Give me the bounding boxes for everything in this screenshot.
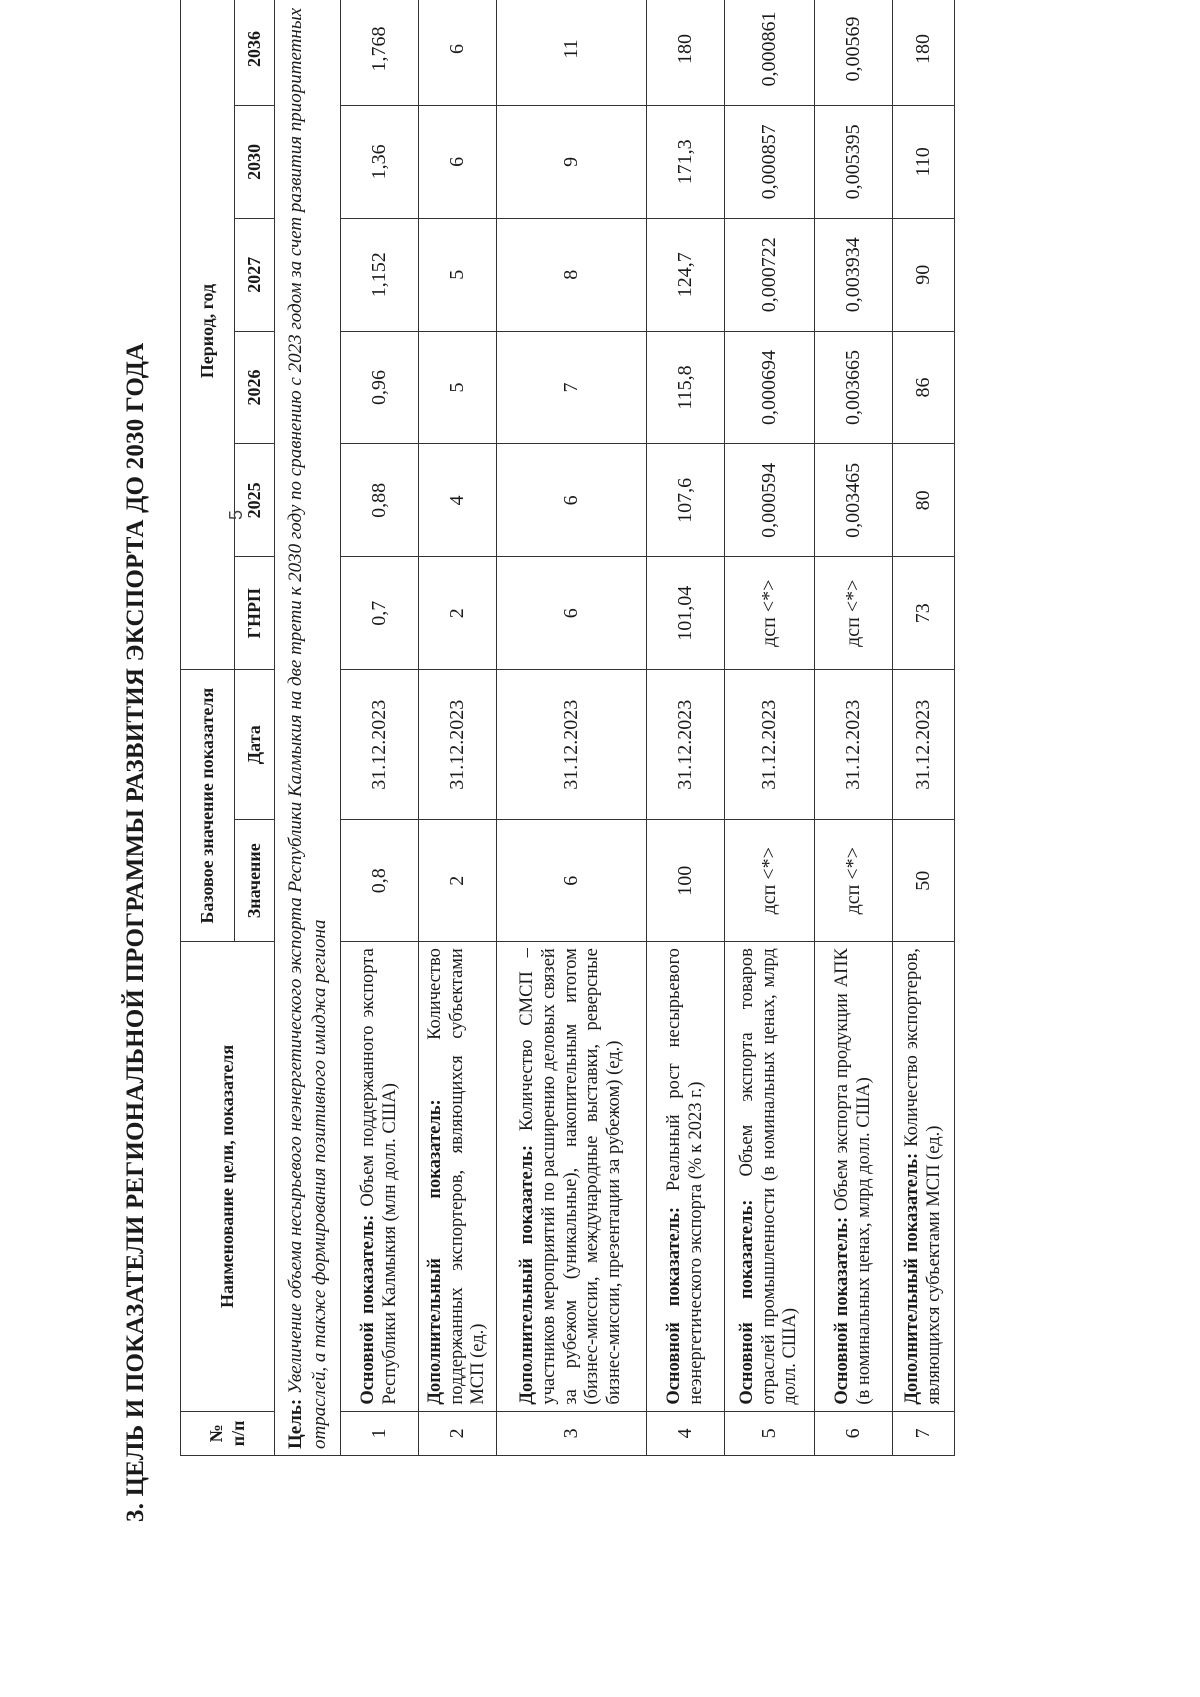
period-value: 4 xyxy=(419,444,497,557)
row-number: 7 xyxy=(893,1411,955,1455)
period-value: 101,04 xyxy=(647,557,725,670)
period-value: 124,7 xyxy=(647,218,725,331)
period-value: 6 xyxy=(497,444,647,557)
period-value: 80 xyxy=(893,444,955,557)
period-value: 0,88 xyxy=(341,444,419,557)
base-value: 6 xyxy=(497,820,647,942)
indicator-type: Основной показатель: xyxy=(357,1214,378,1405)
row-number: 5 xyxy=(725,1411,815,1455)
base-date: 31.12.2023 xyxy=(341,670,419,820)
period-value: 11 xyxy=(497,0,647,105)
header-year: 2036 xyxy=(235,0,275,105)
period-value: 6 xyxy=(419,0,497,105)
indicator-text: Реальный рост несырьевого неэнергетического экспорта (% к 2023 г.) xyxy=(663,948,706,1405)
indicator-text: Объем экспорта товаров отраслей промышленности (в номинальных ценах, млрд долл. США) xyxy=(736,948,801,1405)
period-value: 0,000857 xyxy=(725,105,815,218)
period-value: 0,000722 xyxy=(725,218,815,331)
period-value: 1,152 xyxy=(341,218,419,331)
period-value: 9 xyxy=(497,105,647,218)
table-row xyxy=(497,0,647,1456)
indicator-type: Дополнительный показатель: xyxy=(901,1152,922,1405)
indicator-type: Дополнительный показатель: xyxy=(424,1099,445,1405)
period-value: 86 xyxy=(893,331,955,444)
header-num: № п/п xyxy=(181,1411,275,1455)
indicator-name xyxy=(647,942,725,1412)
table-row xyxy=(815,0,893,1456)
period-value: 73 xyxy=(893,557,955,670)
period-value: 0,000694 xyxy=(725,331,815,444)
period-value: 180 xyxy=(647,0,725,105)
header-name: Наименование цели, показателя xyxy=(181,942,275,1412)
indicator-name xyxy=(341,942,419,1412)
period-value: 110 xyxy=(893,105,955,218)
goal-label: Цель: xyxy=(285,1398,307,1449)
indicator-text: Количество экспортеров, являющихся субъектами МСП (ед.) xyxy=(901,948,944,1405)
document-title: 3. ЦЕЛЬ И ПОКАЗАТЕЛИ РЕГИОНАЛЬНОЙ ПРОГРАММЫ РАЗВИТИЯ ЭКСПОРТА ДО 2030 ГОДА xyxy=(122,342,149,1522)
base-date: 31.12.2023 xyxy=(497,670,647,820)
period-value: 0,000594 xyxy=(725,444,815,557)
period-value: 90 xyxy=(893,218,955,331)
indicator-text: Объем экспорта продукции АПК (в номинальных ценах, млрд долл. США) xyxy=(831,948,874,1405)
period-value: 180 xyxy=(893,0,955,105)
period-value: 6 xyxy=(419,105,497,218)
row-number: 3 xyxy=(497,1411,647,1455)
page-number: 5 xyxy=(226,509,246,520)
period-value: 7 xyxy=(497,331,647,444)
indicator-type: Основной показатель: xyxy=(736,1199,757,1405)
header-base-date: Дата xyxy=(235,670,275,820)
header-year: 2027 xyxy=(235,218,275,331)
period-value: 5 xyxy=(419,218,497,331)
indicator-text: Количество СМСП – участников мероприятий по расширению деловых связей за рубежом (уникальные), накопительным итогом (бизнес-миссии, международные выставки, реверсные бизнес-миссии, презентации за рубежом) (ед.) xyxy=(516,948,625,1405)
indicator-name xyxy=(725,942,815,1412)
table-row xyxy=(725,0,815,1456)
row-number: 2 xyxy=(419,1411,497,1455)
table-row xyxy=(647,0,725,1456)
period-value: 0,7 xyxy=(341,557,419,670)
period-value: 0,003934 xyxy=(815,218,893,331)
table-row xyxy=(419,0,497,1456)
base-value: 50 xyxy=(893,820,955,942)
base-date: 31.12.2023 xyxy=(647,670,725,820)
period-value: 5 xyxy=(419,331,497,444)
indicator-text: Количество поддержанных экспортеров, являющихся субъектами МСП (ед.) xyxy=(424,948,489,1405)
indicator-name xyxy=(815,942,893,1412)
base-date: 31.12.2023 xyxy=(893,670,955,820)
indicator-type: Основной показатель: xyxy=(831,1216,852,1405)
goal-text: Увеличение объема несырьевого неэнергетического экспорта Республики Калмыкия на две трети к 2030 году по сравнению с 2023 годом за счет развития приоритетных отраслей, а также формирования позитивного имиджа региона xyxy=(285,7,330,1449)
base-date: 31.12.2023 xyxy=(815,670,893,820)
indicator-name xyxy=(497,942,647,1412)
period-value: 2 xyxy=(419,557,497,670)
header-base: Базовое значение показателя xyxy=(181,670,235,942)
period-value: 1,36 xyxy=(341,105,419,218)
goal-row xyxy=(275,0,341,1456)
header-year: 2026 xyxy=(235,331,275,444)
indicator-type: Основной показатель: xyxy=(663,1206,684,1405)
period-value: 115,8 xyxy=(647,331,725,444)
base-value: 0,8 xyxy=(341,820,419,942)
period-value: 171,3 xyxy=(647,105,725,218)
row-number: 4 xyxy=(647,1411,725,1455)
period-value: 0,00569 xyxy=(815,0,893,105)
period-value: 0,003665 xyxy=(815,331,893,444)
row-number: 1 xyxy=(341,1411,419,1455)
period-value: дсп <*> xyxy=(815,557,893,670)
base-date: 31.12.2023 xyxy=(725,670,815,820)
indicator-name xyxy=(419,942,497,1412)
period-value: 0,000861 xyxy=(725,0,815,105)
indicators-table xyxy=(180,0,955,1456)
row-number: 6 xyxy=(815,1411,893,1455)
period-value: 1,768 xyxy=(341,0,419,105)
base-value: 100 xyxy=(647,820,725,942)
header-period: Период, год xyxy=(181,0,235,670)
period-value: 0,003465 xyxy=(815,444,893,557)
period-value: 0,96 xyxy=(341,331,419,444)
table-row xyxy=(341,0,419,1456)
period-value: дсп <*> xyxy=(725,557,815,670)
header-year: 2025 xyxy=(235,444,275,557)
period-value: 6 xyxy=(497,557,647,670)
base-value: 2 xyxy=(419,820,497,942)
indicator-text: Объем поддержанного экспорта Республики Калмыкия (млн долл. США) xyxy=(357,948,400,1405)
period-value: 8 xyxy=(497,218,647,331)
period-value: 0,005395 xyxy=(815,105,893,218)
base-value: дсп <*> xyxy=(725,820,815,942)
header-base-value: Значение xyxy=(235,820,275,942)
base-value: дсп <*> xyxy=(815,820,893,942)
indicator-rows xyxy=(341,0,955,1456)
header-year: 2030 xyxy=(235,105,275,218)
header-year: ГНРП xyxy=(235,557,275,670)
rotated-page xyxy=(122,0,1032,1522)
indicator-type: Дополнительный показатель: xyxy=(516,1144,537,1405)
table-row xyxy=(893,0,955,1456)
base-date: 31.12.2023 xyxy=(419,670,497,820)
indicator-name xyxy=(893,942,955,1412)
period-value: 107,6 xyxy=(647,444,725,557)
